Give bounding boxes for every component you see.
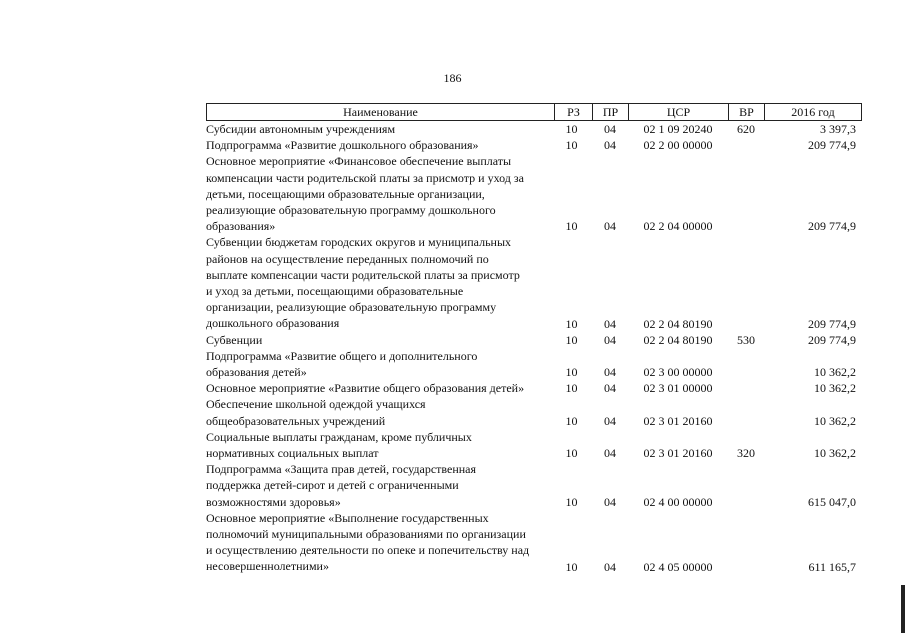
row-csr: 02 2 00 00000 [643, 138, 713, 153]
row-csr: 02 3 00 00000 [643, 365, 713, 380]
header-sum: 2016 год [764, 104, 862, 120]
row-sum: 209 774,9 [808, 138, 856, 153]
row-name-line: детьми, посещающими образовательные организации, [206, 186, 485, 201]
row-name [206, 332, 551, 348]
row-vr: 530 [737, 332, 755, 347]
row-rz: 10 [565, 446, 578, 461]
row-name-line: Основное мероприятие «Развитие общего образования детей» [206, 381, 525, 396]
row-name-line: Основное мероприятие «Финансовое обеспечение выплаты [206, 154, 512, 169]
row-name-line: организации, реализующие образовательную программу [206, 300, 497, 315]
row-name-line: районов на осуществление переданных полномочий по [206, 251, 489, 266]
header-name: Наименование [206, 104, 554, 120]
row-name-line: Обеспечение школьной одеждой учащихся [206, 397, 426, 412]
row-name [206, 396, 551, 428]
table-row [206, 380, 862, 396]
row-sum: 209 774,9 [808, 332, 856, 347]
row-pr: 04 [604, 332, 616, 347]
table-row [206, 510, 862, 575]
scan-edge-mark [901, 585, 905, 633]
row-name-line: Основное мероприятие «Выполнение государственных [206, 510, 489, 525]
row-rz: 10 [565, 122, 578, 137]
row-csr: 02 2 04 00000 [643, 219, 713, 234]
row-rz: 10 [565, 332, 578, 347]
row-name-line: общеобразовательных учреждений [206, 413, 386, 428]
table-row [206, 121, 862, 137]
row-name-line: образования» [206, 219, 276, 234]
row-csr: 02 4 05 00000 [643, 559, 713, 574]
row-sum: 10 362,2 [814, 413, 856, 428]
row-csr: 02 3 01 00000 [643, 381, 713, 396]
row-name-line: выплате компенсации части родительской платы за присмотр [206, 267, 520, 282]
row-name-line: образования детей» [206, 365, 307, 380]
table-row [206, 396, 862, 428]
row-vr [728, 380, 764, 396]
row-sum: 611 165,7 [808, 559, 856, 574]
header-vr: ВР [728, 104, 764, 120]
row-pr: 04 [604, 122, 616, 137]
row-rz: 10 [565, 559, 578, 574]
row-name [206, 137, 551, 153]
row-pr: 04 [604, 381, 616, 396]
row-rz: 10 [565, 138, 578, 153]
header-csr: ЦСР [628, 104, 728, 120]
row-csr: 02 2 04 80190 [643, 332, 713, 347]
table-row [206, 137, 862, 153]
row-name [206, 121, 551, 137]
row-vr [728, 218, 764, 234]
table-body [206, 121, 862, 575]
row-name-line: компенсации части родительской платы за присмотр и уход за [206, 170, 524, 185]
table-row [206, 348, 862, 380]
table-header [206, 103, 862, 121]
table-row [206, 332, 862, 348]
row-sum: 209 774,9 [808, 316, 856, 331]
row-name-line: Социальные выплаты гражданам, кроме публичных [206, 429, 472, 444]
row-rz: 10 [565, 381, 578, 396]
row-vr [728, 559, 764, 575]
row-name [206, 380, 551, 396]
row-sum: 3 397,3 [820, 122, 856, 137]
row-pr: 04 [604, 494, 616, 509]
row-name-line: поддержка детей-сирот и детей с ограниченными [206, 478, 459, 493]
row-rz: 10 [565, 219, 578, 234]
row-pr: 04 [604, 413, 616, 428]
row-csr: 02 4 00 00000 [643, 494, 713, 509]
row-vr [728, 137, 764, 153]
row-name [206, 429, 551, 461]
row-name [206, 234, 551, 331]
row-name-line: Субсидии автономным учреждениям [206, 122, 396, 136]
row-csr: 02 1 09 20240 [643, 122, 713, 137]
row-pr: 04 [604, 446, 616, 461]
row-name-line: Субвенции [206, 332, 263, 347]
row-pr: 04 [604, 559, 616, 574]
row-vr [728, 316, 764, 332]
page-number: 186 [443, 71, 462, 85]
row-csr: 02 3 01 20160 [643, 446, 713, 461]
row-vr: 320 [737, 446, 755, 461]
row-pr: 04 [604, 138, 616, 153]
row-csr: 02 2 04 80190 [643, 316, 713, 331]
row-sum: 209 774,9 [808, 219, 856, 234]
row-vr: 620 [737, 122, 755, 137]
row-name [206, 510, 551, 575]
row-pr: 04 [604, 316, 616, 331]
row-name-line: несовершеннолетними» [206, 559, 329, 574]
row-rz: 10 [565, 316, 578, 331]
row-name-line: дошкольного образования [206, 316, 340, 331]
table-row [206, 234, 862, 331]
row-sum: 10 362,2 [814, 365, 856, 380]
row-vr [728, 364, 764, 380]
row-sum: 10 362,2 [814, 446, 856, 461]
row-sum: 10 362,2 [814, 381, 856, 396]
row-pr: 04 [604, 219, 616, 234]
header-pr: ПР [592, 104, 628, 120]
table-row [206, 429, 862, 461]
row-vr [728, 494, 764, 510]
budget-table [206, 103, 862, 575]
row-sum: 615 047,0 [808, 494, 856, 509]
row-name-line: возможностями здоровья» [206, 494, 341, 509]
row-rz: 10 [565, 365, 578, 380]
row-rz: 10 [565, 494, 578, 509]
row-name-line: полномочий муниципальными образованиями по организации [206, 527, 526, 542]
row-pr: 04 [604, 365, 616, 380]
row-csr: 02 3 01 20160 [643, 413, 713, 428]
row-name-line: Подпрограмма «Развитие общего и дополнительного [206, 348, 478, 363]
header-rz: РЗ [554, 104, 592, 120]
row-name-line: и уход за детьми, посещающими образовательные [206, 284, 464, 299]
row-name-line: Субвенции бюджетам городских округов и муниципальных [206, 235, 512, 250]
row-name [206, 461, 551, 510]
table-row [206, 153, 862, 234]
row-name [206, 153, 551, 234]
row-name-line: Подпрограмма «Развитие дошкольного образования» [206, 138, 479, 153]
row-rz: 10 [565, 413, 578, 428]
row-name-line: нормативных социальных выплат [206, 446, 379, 461]
row-name-line: и осуществлению деятельности по опеке и попечительству над [206, 543, 530, 558]
row-vr [728, 413, 764, 429]
row-name-line: реализующие образовательную программу дошкольного [206, 203, 496, 218]
row-name [206, 348, 551, 380]
table-row [206, 461, 862, 510]
row-name-line: Подпрограмма «Защита прав детей, государственная [206, 462, 477, 477]
